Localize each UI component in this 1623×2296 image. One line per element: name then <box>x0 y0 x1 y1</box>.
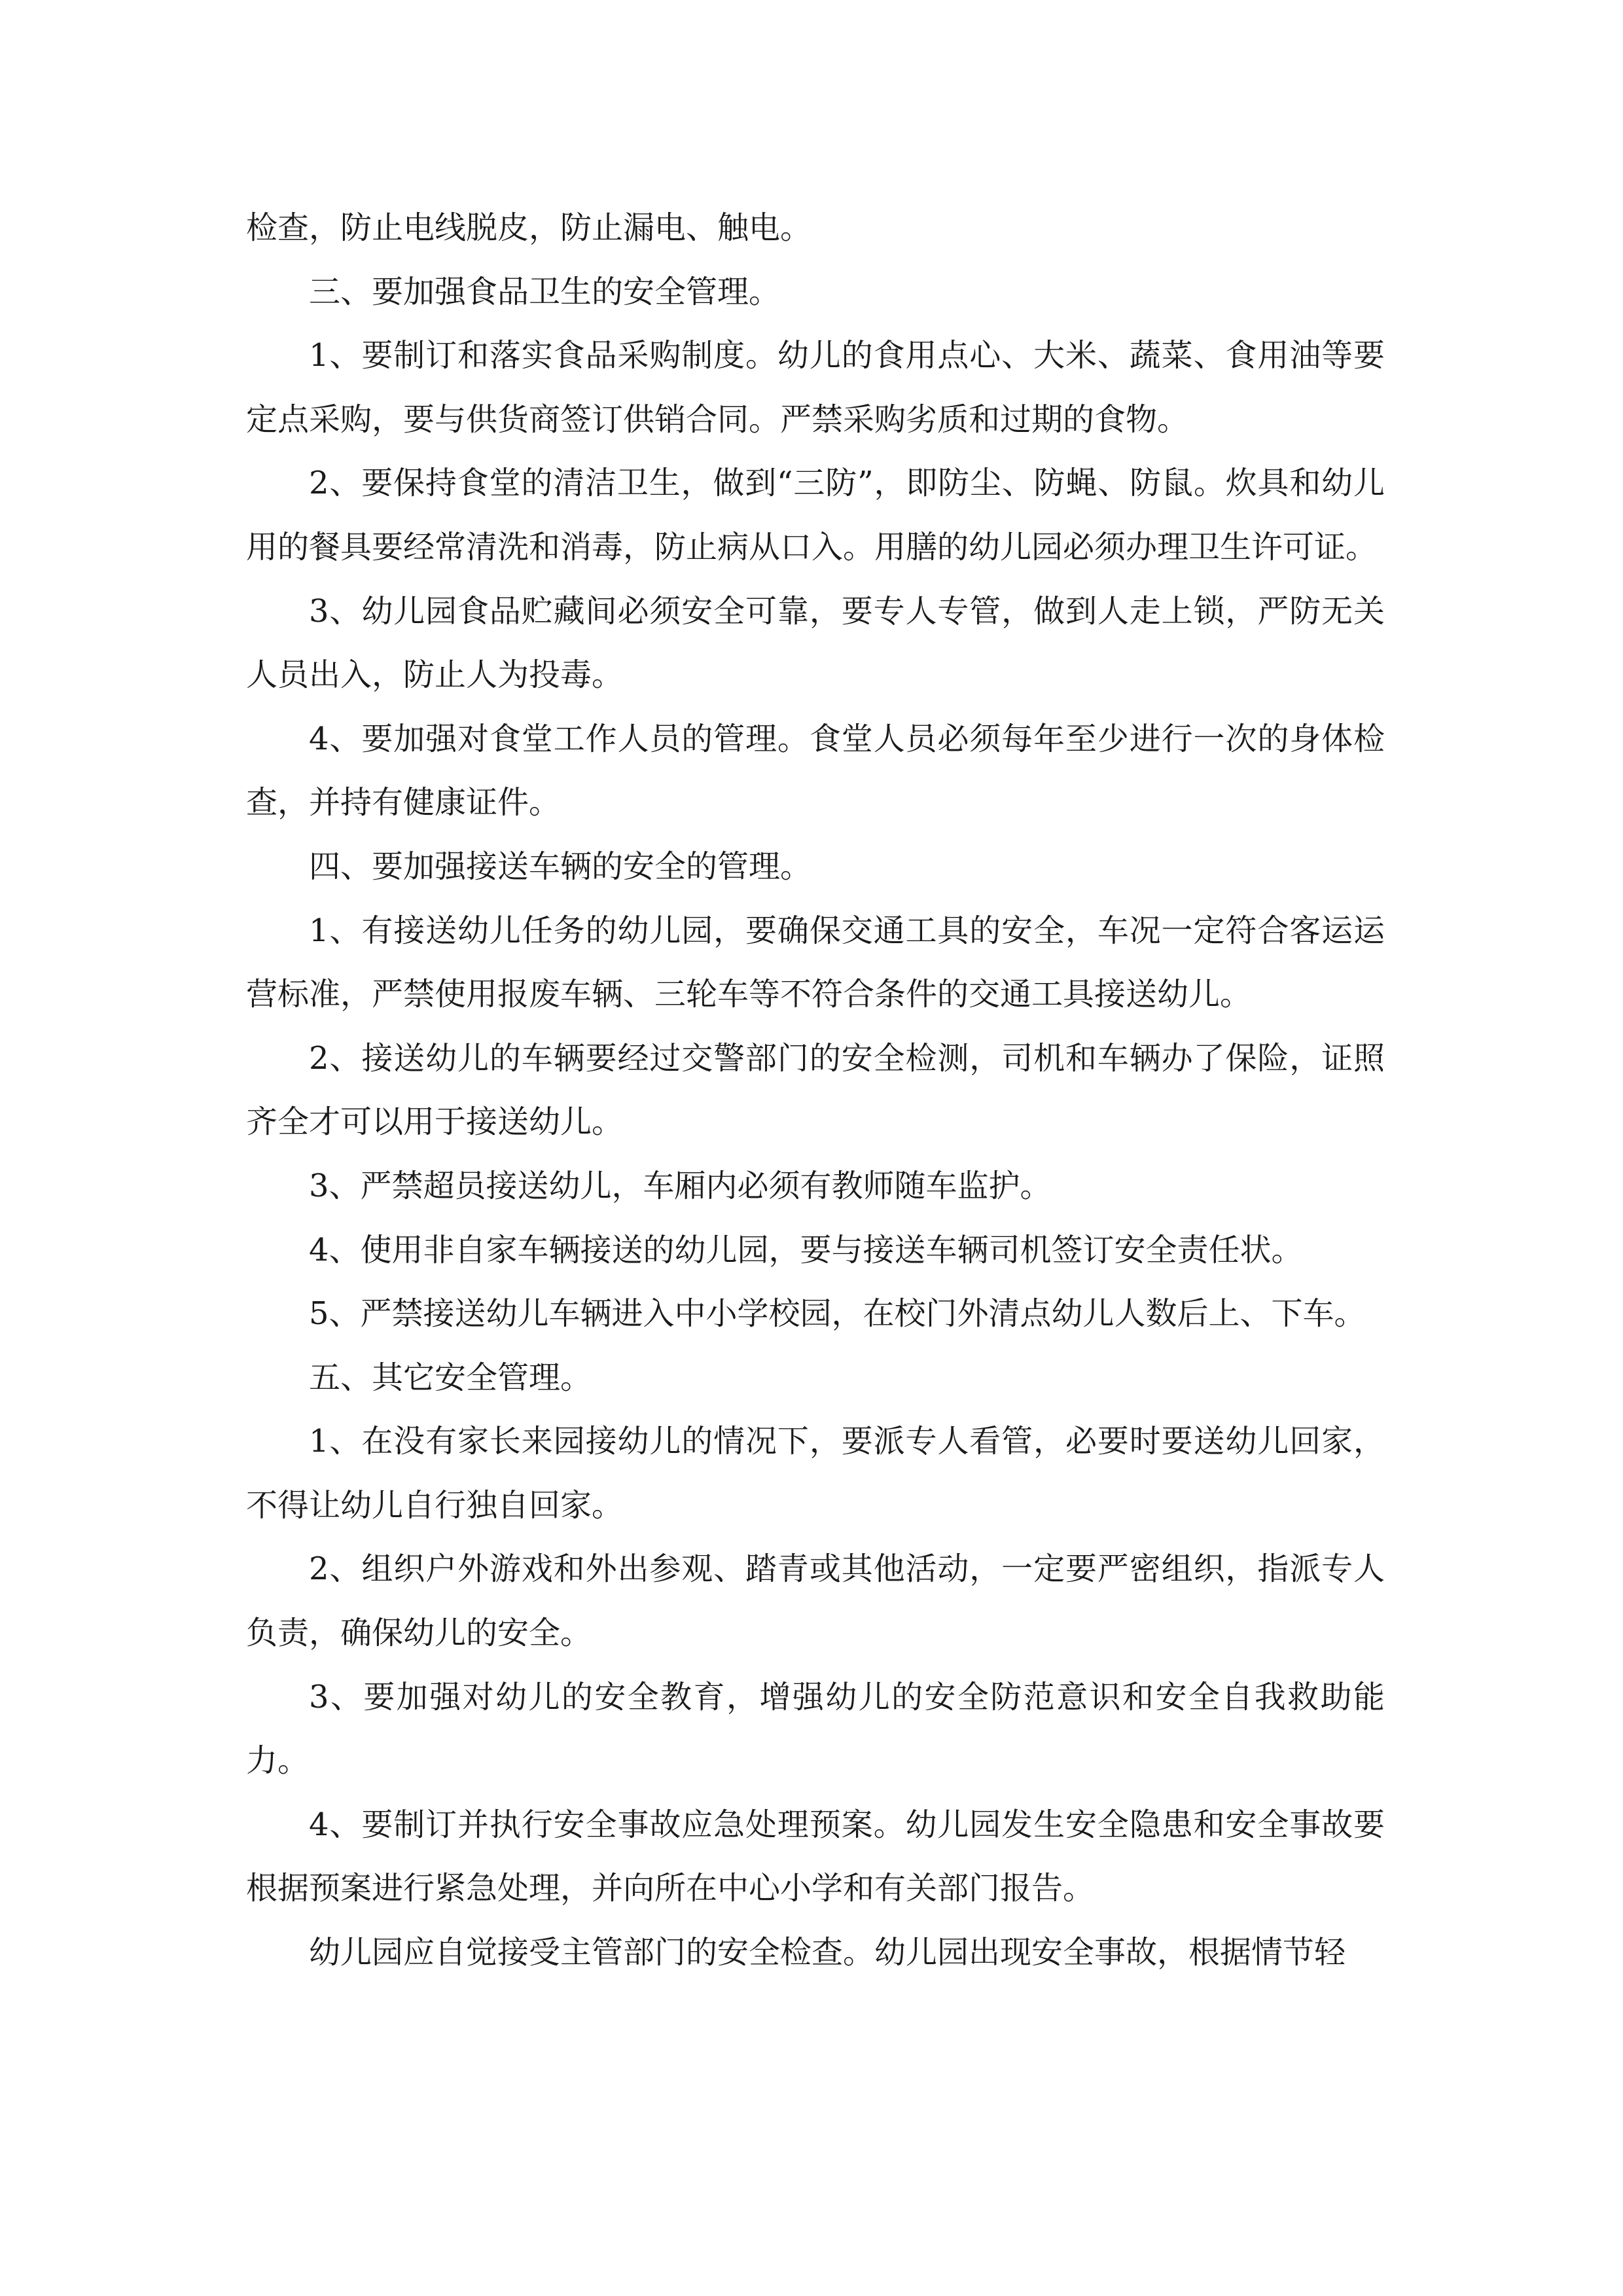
paragraph-canteen-staff: 4、要加强对食堂工作人员的管理。食堂人员必须每年至少进行一次的身体检查，并持有健康证件。 <box>246 720 1385 821</box>
paragraph-continuation: 检查，防止电线脱皮，防止漏电、触电。 <box>246 209 812 246</box>
section-heading-vehicles: 四、要加强接送车辆的安全的管理。 <box>309 848 812 885</box>
paragraph-pickup: 1、在没有家长来园接幼儿的情况下，要派专人看管，必要时要送幼儿回家，不得让幼儿自行独自回家。 <box>246 1423 1385 1524</box>
paragraph-no-overloading: 3、严禁超员接送幼儿，车厢内必须有教师随车监护。 <box>309 1167 1052 1204</box>
paragraph-emergency-plan: 4、要制订并执行安全事故应急处理预案。幼儿园发生安全隐患和安全事故要根据预案进行紧急处理，并向所在中心小学和有关部门报告。 <box>246 1806 1385 1907</box>
paragraph-outdoor-activities: 2、组织户外游戏和外出参观、踏青或其他活动，一定要严密组织，指派专人负责，确保幼儿的安全。 <box>246 1551 1385 1652</box>
document-body <box>246 196 1385 1985</box>
section-heading-other-safety: 五、其它安全管理。 <box>309 1359 592 1396</box>
paragraph-safety-education: 3、要加强对幼儿的安全教育，增强幼儿的安全防范意识和安全自我救助能力。 <box>246 1678 1385 1780</box>
paragraph-food-storage: 3、幼儿园食品贮藏间必须安全可靠，要专人专管，做到人走上锁，严防无关人员出入，防止人为投毒。 <box>246 592 1385 694</box>
paragraph-vehicle-inspection: 2、接送幼儿的车辆要经过交警部门的安全检测，司机和车辆办了保险，证照齐全才可以用于接送幼儿。 <box>246 1039 1385 1141</box>
paragraph-inspection: 幼儿园应自觉接受主管部门的安全检查。幼儿园出现安全事故，根据情节轻 <box>309 1934 1346 1971</box>
paragraph-school-entry: 5、严禁接送幼儿车辆进入中小学校园，在校门外清点幼儿人数后上、下车。 <box>309 1295 1366 1333</box>
section-heading-food-hygiene: 三、要加强食品卫生的安全管理。 <box>309 273 781 310</box>
paragraph-driver-agreement: 4、使用非自家车辆接送的幼儿园，要与接送车辆司机签订安全责任状。 <box>309 1231 1303 1268</box>
paragraph-vehicle-safety: 1、有接送幼儿任务的幼儿园，要确保交通工具的安全，车况一定符合客运运营标准，严禁使用报废车辆、三轮车等不符合条件的交通工具接送幼儿。 <box>246 912 1385 1013</box>
paragraph-food-purchasing: 1、要制订和落实食品采购制度。幼儿的食用点心、大米、蔬菜、食用油等要定点采购，要与供货商签订供销合同。严禁采购劣质和过期的食物。 <box>246 337 1385 438</box>
paragraph-canteen-cleanliness: 2、要保持食堂的清洁卫生，做到“三防”，即防尘、防蝇、防鼠。炊具和幼儿用的餐具要经常清洗和消毒，防止病从口入。用膳的幼儿园必须办理卫生许可证。 <box>246 465 1385 565</box>
